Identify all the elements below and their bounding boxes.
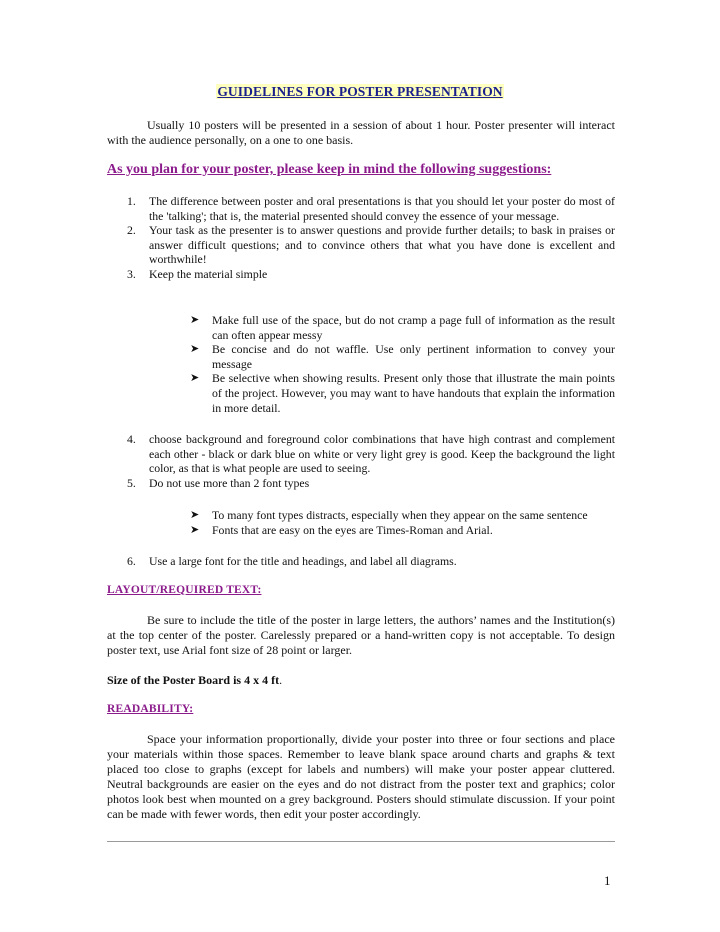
bullet-item: [190, 523, 615, 538]
bullet-text: To many font types distracts, especially when they appear on the same sentence: [212, 508, 588, 522]
intro-paragraph: Usually 10 posters will be presented in a session of about 1 hour. Poster presenter will interact with the audience personally, on a one to one basis.: [107, 118, 615, 147]
readability-heading: READABILITY:: [107, 703, 194, 715]
list-item: [107, 476, 615, 491]
arrow-bullet-icon: ➤: [190, 523, 200, 536]
footer-divider: [107, 841, 615, 842]
list-item-text: Your task as the presenter is to answer questions and provide further details; to bask in praises or answer difficult questions; and to convince others that what you have done is excellent and worthwhile!: [149, 223, 615, 267]
bullet-text: Be concise and do not waffle. Use only pertinent information to convey your message: [212, 342, 615, 371]
bullet-text: Make full use of the space, but do not cramp a page full of information as the result can often appear messy: [212, 313, 615, 342]
suggestions-list-3: [107, 554, 615, 569]
bullet-item: [190, 371, 615, 415]
list-item-number: 5.: [127, 475, 136, 490]
list-item-number: 3.: [127, 266, 136, 281]
bullet-item: [190, 342, 615, 371]
list-item-number: 1.: [127, 194, 136, 208]
layout-heading: LAYOUT/REQUIRED TEXT:: [107, 584, 262, 596]
poster-size-text: Size of the Poster Board is 4 x 4 ft: [107, 673, 280, 687]
list-item-text: Use a large font for the title and headings, and label all diagrams.: [149, 554, 457, 568]
list-item: [107, 432, 615, 476]
list-item: [107, 554, 615, 569]
list-item-text: Keep the material simple: [149, 266, 268, 281]
bullet-text: Be selective when showing results. Present only those that illustrate the main points of the project. However, you may want to have handouts that explain the information in more detail.: [212, 371, 615, 415]
suggestions-list-1: [107, 194, 615, 282]
readability-paragraph: Space your information proportionally, divide your poster into three or four sections and place your materials within those spaces. Remember to leave blank space around charts and graphs & text placed too close to graphs (except for labels and numbers) will make your poster appear cluttered. Neutral backgrounds are easier on the eyes and do not distract from the poster text and graphics; color photos look best when mounted on a grey background. Posters should stimulate discussion. If your point can be made with fewer words, then edit your poster accordingly.: [107, 732, 615, 821]
list-item: [107, 223, 615, 267]
list-item-text: The difference between poster and oral presentations is that you should let your poster do most of the 'talking'; that is, the material presented should convey the essence of your message.: [149, 194, 615, 223]
list-item: [107, 194, 615, 223]
list-item-number: 2.: [127, 223, 136, 238]
arrow-bullet-icon: ➤: [190, 314, 200, 326]
list-item-text: choose background and foreground color combinations that have high contrast and complement each other - black or dark blue on white or very light grey is good. Keep the background the light color, as that is what people are used to seeing.: [149, 432, 615, 476]
poster-size-period: .: [279, 673, 283, 687]
page-title: [0, 84, 720, 100]
page-title-text: GUIDELINES FOR POSTER PRESENTATION: [217, 84, 503, 99]
suggestions-list-2: [107, 432, 615, 490]
list-item-text: Do not use more than 2 font types: [149, 475, 310, 490]
bullet-text: Fonts that are easy on the eyes are Times-Roman and Arial.: [212, 522, 493, 537]
arrow-bullet-icon: ➤: [190, 509, 200, 521]
suggestions-subheading: As you plan for your poster, please keep in mind the following suggestions:: [107, 162, 552, 177]
arrow-bullet-icon: ➤: [190, 372, 200, 385]
page-number: 1: [604, 873, 611, 888]
list-item: [107, 267, 615, 282]
font-bullets: [190, 508, 615, 537]
layout-paragraph: Be sure to include the title of the poster in large letters, the authors’ names and the Institution(s) at the top center of the poster. Carelessly prepared or a hand-written copy is not acceptable. To design poster text, use Arial font size of 28 point or larger.: [107, 613, 615, 657]
bullet-item: [190, 508, 615, 523]
simplicity-bullets: [190, 313, 615, 415]
list-item-number: 6.: [127, 554, 136, 568]
arrow-bullet-icon: ➤: [190, 343, 200, 356]
bullet-item: [190, 313, 615, 342]
list-item-number: 4.: [127, 432, 136, 446]
poster-size-note: [107, 673, 282, 688]
